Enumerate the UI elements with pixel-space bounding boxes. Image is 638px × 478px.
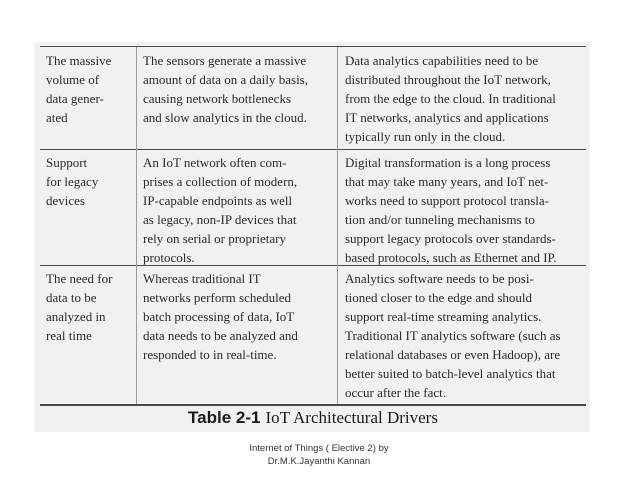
- table-caption: [40, 406, 586, 430]
- table-cell-challenge: The need for data to be analyzed in real time: [46, 271, 113, 343]
- table-number: Table 2-1: [188, 408, 261, 427]
- table-top-rule: [40, 46, 586, 47]
- table-cell-description: Whereas traditional IT networks perform scheduled batch processing of data, IoT data needs to be analyzed and responded to in real-time.: [143, 271, 298, 362]
- row-divider: [40, 149, 586, 150]
- column-divider: [337, 47, 338, 404]
- table-cell-description: The sensors generate a massive amount of data on a daily basis, causing network bottlenecks and slow analytics in the cloud.: [143, 53, 308, 125]
- slide-footer: Internet of Things ( Elective 2) by Dr.M.K.Jayanthi Kannan: [249, 443, 389, 467]
- table-cell-solution: Digital transformation is a long process that may take many years, and IoT net- works need to support protocol transla- tion and/or tunneling mechanisms to support legacy protocols over standards- based protocols, such as Ethernet and IP.: [345, 155, 557, 265]
- table-cell-challenge: Support for legacy devices: [46, 155, 99, 208]
- table-cell-description: An IoT network often com- prises a collection of modern, IP-capable endpoints as well as legacy, non-IP devices that rely on serial or proprietary protocols.: [143, 155, 298, 265]
- table-cell-challenge: The massive volume of data gener- ated: [46, 53, 112, 125]
- table-cell-solution: Data analytics capabilities need to be distributed throughout the IoT network, from the edge to the cloud. In traditional IT networks, analytics and applications typically run only in the cloud.: [345, 53, 556, 144]
- table-title: IoT Architectural Drivers: [265, 408, 438, 427]
- column-divider: [136, 47, 137, 404]
- table-cell-solution: Analytics software needs to be posi- tioned closer to the edge and should support real-time streaming analytics. Traditional IT analytics software (such as relational databases or even Hadoop), are better suited to batch-level analytics that occur after the fact.: [345, 271, 561, 400]
